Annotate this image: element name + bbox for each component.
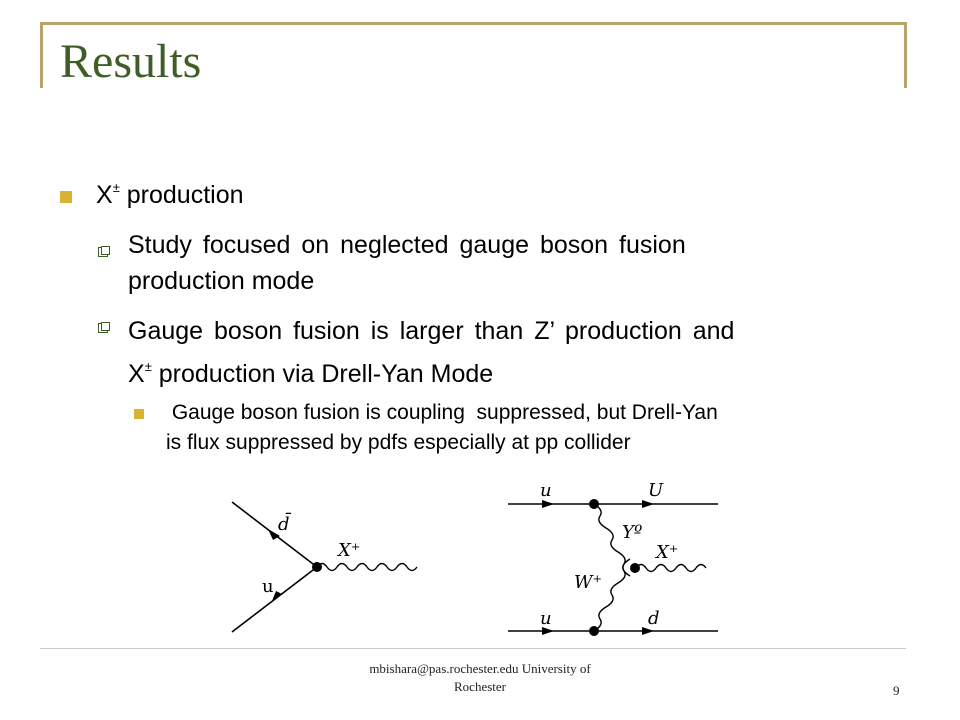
arrow-icon [642, 500, 654, 508]
bullet1-suffix: production [119, 181, 244, 209]
sub2-line2-prefix: X [128, 360, 145, 388]
sub3-line1: Gauge boson fusion is coupling suppressed, but Drell-Yan [166, 401, 718, 424]
footer-line1: mbishara@pas.rochester.edu University of [369, 661, 591, 676]
frame-right-border [904, 22, 907, 88]
bullet-x-production [96, 180, 244, 210]
slide-title: Results [60, 35, 202, 88]
x-plus-wavy-line [317, 564, 417, 571]
sub-bullet-gauge-fusion [128, 313, 898, 392]
vertex-dot [630, 563, 640, 573]
frame-left-border [40, 22, 43, 88]
feynman-diagram-drell-yan [222, 492, 438, 642]
footer-text [300, 660, 660, 696]
sub2-line2 [128, 349, 898, 392]
sub-bullet-icon [98, 247, 108, 257]
sub3-line2: is flux suppressed by pdfs especially at pp collider [166, 431, 631, 454]
sub-bullet-icon [98, 323, 108, 333]
sub1-line1: Study focused on neglected gauge boson fusion [128, 231, 686, 259]
arrow-icon [542, 500, 554, 508]
sub1-line2: production mode [128, 267, 315, 295]
sub2-line2-sup: ± [144, 359, 152, 374]
label-u: u [262, 576, 274, 597]
label-xplus: X⁺ [338, 540, 361, 561]
vertex-dot [312, 562, 322, 572]
bullet1-sup: ± [112, 180, 120, 195]
label-U: U [648, 480, 664, 501]
label-u-top: u [540, 480, 552, 501]
label-dbar: d̄ [278, 514, 290, 535]
vertex-dot [589, 499, 599, 509]
vertex-dot [589, 626, 599, 636]
label-d: d [648, 608, 660, 629]
u-line [232, 567, 317, 632]
label-Y: Yº [622, 522, 643, 543]
feynman-diagram-vbf [492, 474, 732, 644]
bullet1-prefix: X [96, 181, 113, 209]
page-number: 9 [893, 683, 900, 698]
sub-bullet-study [128, 227, 888, 299]
frame-top-border [40, 22, 906, 25]
label-W: W⁺ [574, 572, 603, 593]
w-boson-wavy-line [594, 559, 630, 631]
label-xplus: X⁺ [656, 542, 679, 563]
sub-sub-bullet-icon [134, 409, 144, 419]
footer-line2: Rochester [454, 679, 506, 694]
bullet-square-icon [60, 191, 72, 203]
x-plus-wavy-line [636, 565, 706, 572]
footer-divider [40, 648, 906, 649]
sub-sub-bullet-coupling [166, 398, 906, 458]
sub2-line2-suffix: production via Drell-Yan Mode [151, 360, 494, 388]
label-u-bottom: u [540, 608, 552, 629]
sub2-line1: Gauge boson fusion is larger than Z’ production and [128, 317, 735, 345]
